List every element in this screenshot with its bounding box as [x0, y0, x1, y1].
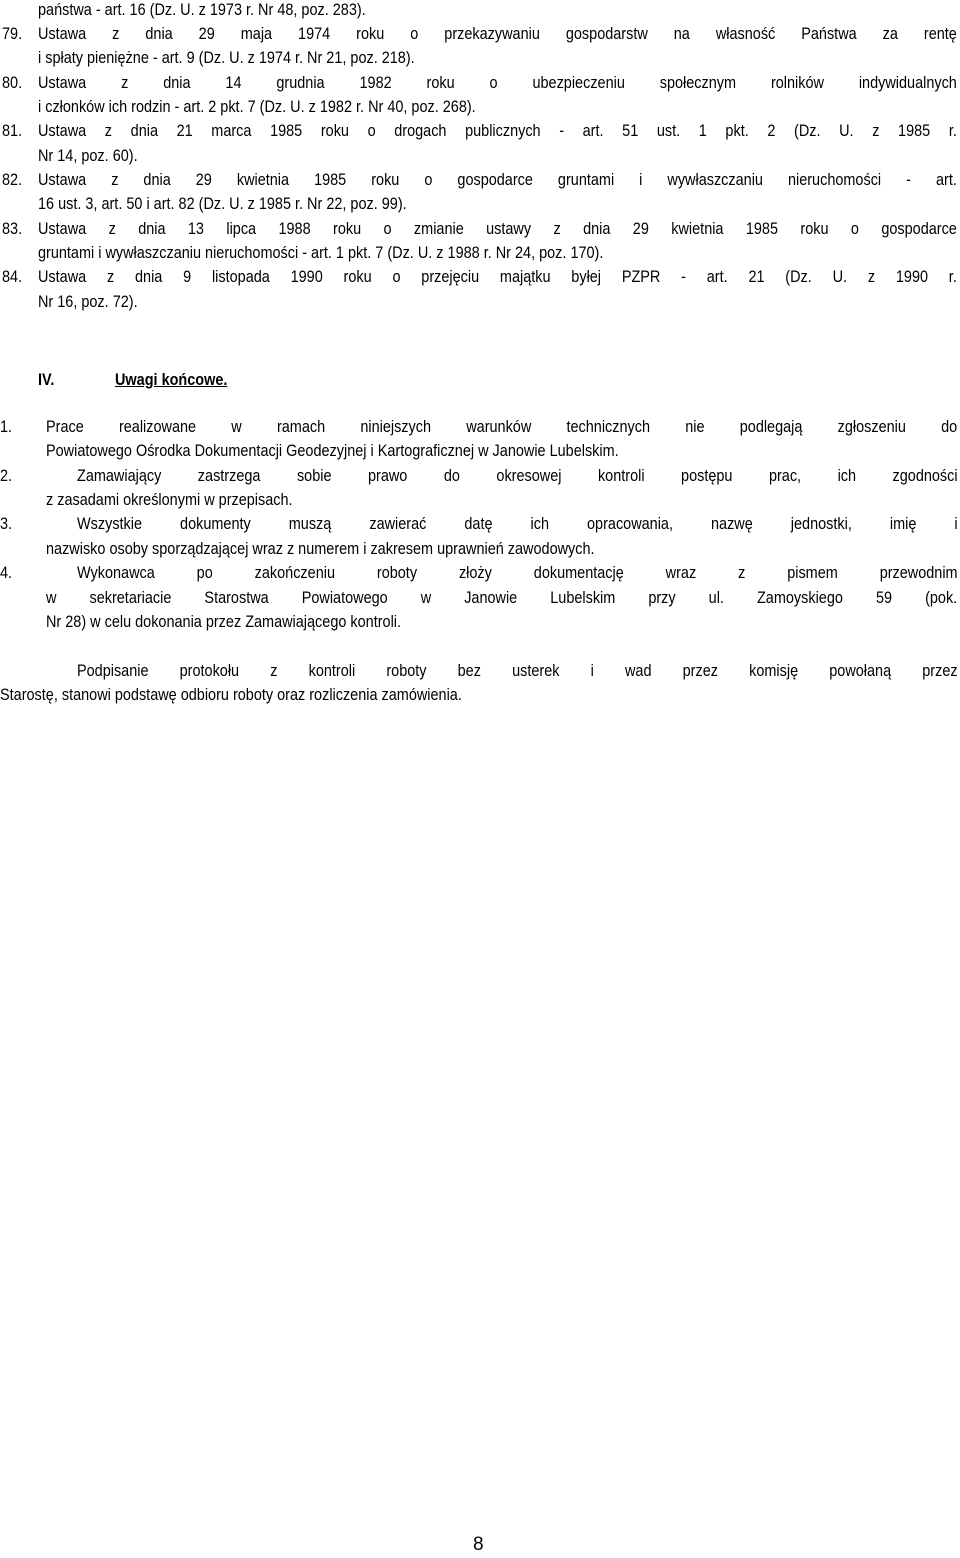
section-number: IV. — [38, 370, 55, 389]
list-item-text: Ustawa z dnia 13 lipca 1988 roku o zmianie ustawy z dnia 29 kwietnia 1985 roku o gospodarce — [38, 219, 957, 238]
closing-text: Starostę, stanowi podstawę odbioru roboty oraz rozliczenia zamówienia. — [0, 685, 462, 704]
list-item-text: Ustawa z dnia 9 listopada 1990 roku o przejęciu majątku byłej PZPR - art. 21 (Dz. U. z 1990 r. — [38, 267, 957, 286]
list-item-number: 80. — [2, 73, 23, 92]
list-item-text: Ustawa z dnia 21 marca 1985 roku o drogach publicznych - art. 51 ust. 1 pkt. 2 (Dz. U. z 1985 r. — [38, 121, 957, 140]
remark-text: Powiatowego Ośrodka Dokumentacji Geodezyjnej i Kartograficznej w Janowie Lubelskim. — [46, 441, 619, 460]
list-item-number: 84. — [2, 267, 23, 286]
list-item-number: 82. — [2, 170, 23, 189]
list-item-text: Ustawa z dnia 29 kwietnia 1985 roku o gospodarce gruntami i wywłaszczaniu nieruchomości - art. — [38, 170, 957, 189]
list-item-text: Nr 14, poz. 60). — [38, 146, 138, 165]
closing-text: Podpisanie protokołu z kontroli roboty bez usterek i wad przez komisję powołaną przez — [77, 661, 958, 680]
remark-number: 2. — [0, 466, 13, 485]
list-item-text: gruntami i wywłaszczaniu nieruchomości - art. 1 pkt. 7 (Dz. U. z 1988 r. Nr 24, poz. 170). — [38, 243, 604, 262]
remark-text: Zamawiający zastrzega sobie prawo do okresowej kontroli postępu prac, ich zgodności — [77, 466, 958, 485]
remark-text: w sekretariacie Starostwa Powiatowego w Janowie Lubelskim przy ul. Zamoyskiego 59 (pok. — [46, 588, 958, 607]
list-item-text: i spłaty pieniężne - art. 9 (Dz. U. z 1974 r. Nr 21, poz. 218). — [38, 48, 415, 67]
list-item-text: Ustawa z dnia 14 grudnia 1982 roku o ubezpieczeniu społecznym rolników indywidualnych — [38, 73, 957, 92]
list-item-text: 16 ust. 3, art. 50 i art. 82 (Dz. U. z 1985 r. Nr 22, poz. 99). — [38, 194, 407, 213]
list-item-number: 83. — [2, 219, 23, 238]
list-item-continuation: państwa - art. 16 (Dz. U. z 1973 r. Nr 48, poz. 283). — [38, 0, 366, 19]
remark-text: z zasadami określonymi w przepisach. — [46, 490, 293, 509]
page-number: 8 — [473, 1534, 484, 1555]
remark-number: 3. — [0, 514, 13, 533]
remark-number: 1. — [0, 417, 13, 436]
section-title: Uwagi końcowe. — [115, 370, 228, 389]
remark-number: 4. — [0, 563, 13, 582]
remark-text: Wykonawca po zakończeniu roboty złoży dokumentację wraz z pismem przewodnim — [77, 563, 958, 582]
list-item-text: i członków ich rodzin - art. 2 pkt. 7 (Dz. U. z 1982 r. Nr 40, poz. 268). — [38, 97, 476, 116]
list-item-text: Nr 16, poz. 72). — [38, 292, 138, 311]
list-item-number: 79. — [2, 24, 23, 43]
list-item-number: 81. — [2, 121, 23, 140]
list-item-text: Ustawa z dnia 29 maja 1974 roku o przekazywaniu gospodarstw na własność Państwa za rentę — [38, 24, 957, 43]
remark-text: Wszystkie dokumenty muszą zawierać datę ich opracowania, nazwę jednostki, imię i — [77, 514, 958, 533]
remark-text: Prace realizowane w ramach niniejszych warunków technicznych nie podlegają zgłoszeniu do — [46, 417, 958, 436]
remark-text: nazwisko osoby sporządzającej wraz z numerem i zakresem uprawnień zawodowych. — [46, 539, 595, 558]
remark-text: Nr 28) w celu dokonania przez Zamawiającego kontroli. — [46, 612, 402, 631]
